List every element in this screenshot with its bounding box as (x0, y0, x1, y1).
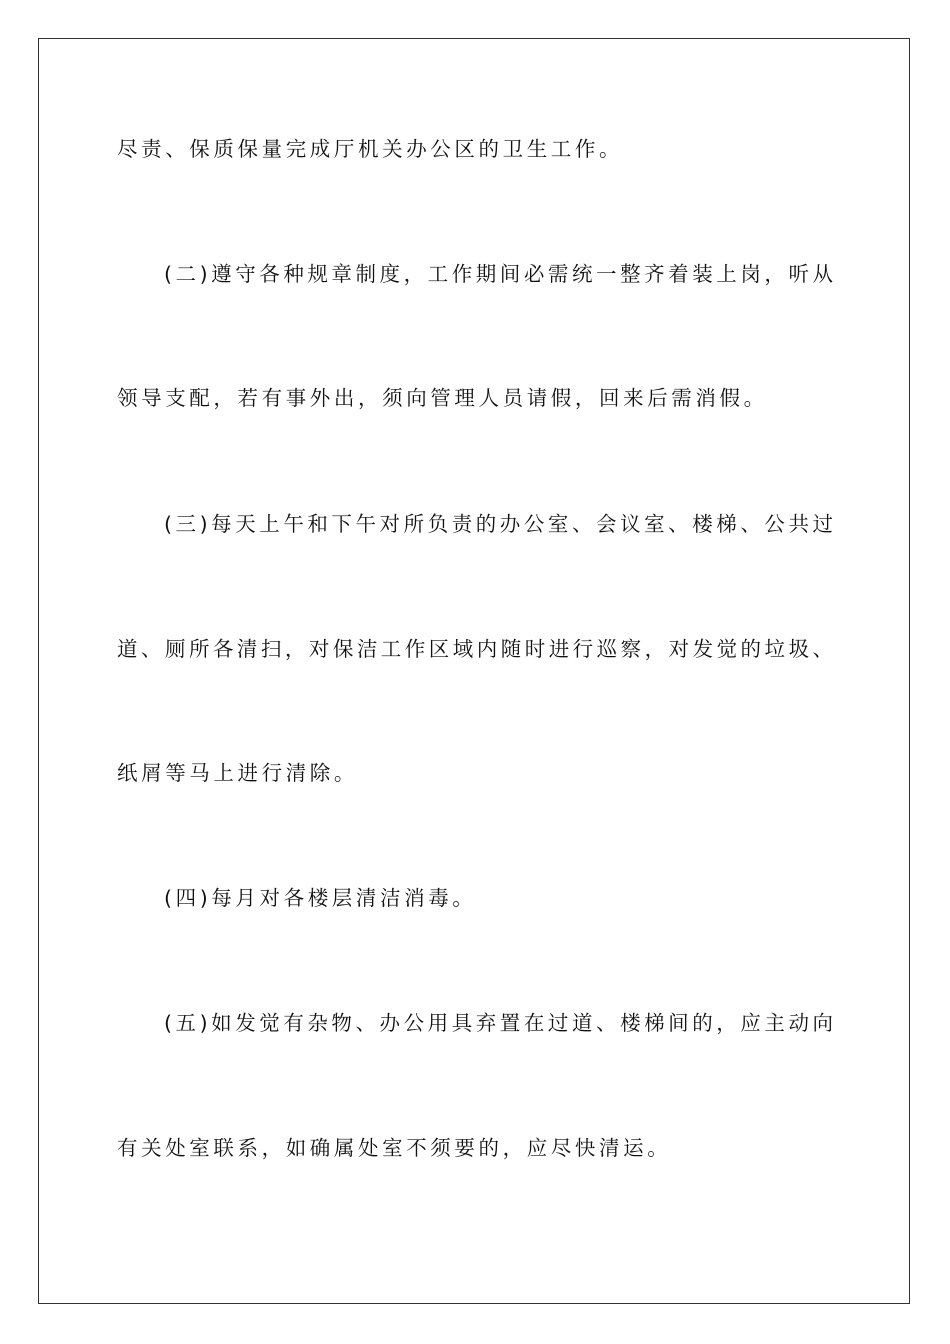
text-line-8: (五)如发觉有杂物、办公用具弃置在过道、楼梯间的，应主动向 (164, 1011, 833, 1035)
text-line-7: (四)每月对各楼层清洁消毒。 (164, 886, 477, 910)
text-line-9: 有关处室联系，如确属处室不须要的，应尽快清运。 (117, 1136, 672, 1160)
text-line-4: (三)每天上午和下午对所负责的办公室、会议室、楼梯、公共过 (164, 512, 833, 536)
text-line-5: 道、厕所各清扫，对保洁工作区域内随时进行巡察，对发觉的垃圾、 (117, 637, 833, 661)
text-line-1: 尽责、保质保量完成厅机关办公区的卫生工作。 (117, 137, 624, 161)
text-line-3: 领导支配，若有事外出，须向管理人员请假，回来后需消假。 (117, 386, 768, 410)
text-line-6: 纸屑等马上进行清除。 (117, 761, 358, 785)
text-line-2: (二)遵守各种规章制度，工作期间必需统一整齐着装上岗，听从 (164, 262, 833, 286)
page-border (38, 38, 910, 1304)
